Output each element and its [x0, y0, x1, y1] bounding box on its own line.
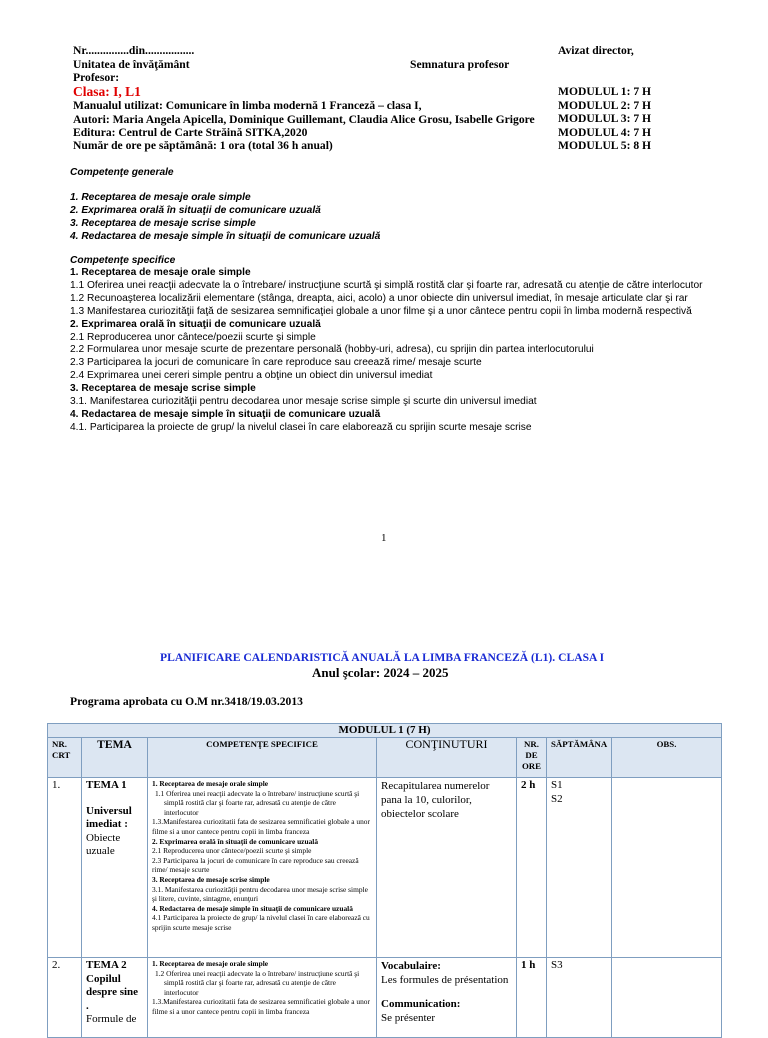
- competence-line: 1.3.Manifestarea curiozitatii fata de sesizarea semnificatiei globale a unor filme si a unor cantece pentru copii in limba franceza: [152, 997, 370, 1016]
- document-number-line: Nr...............din.................: [73, 44, 195, 57]
- header-competente: COMPETENŢE SPECIFICE: [148, 738, 377, 778]
- general-competence-item: 2. Exprimarea orală în situaţii de comunicare uzuală: [70, 205, 321, 216]
- class-label: Clasa: I, L1: [73, 84, 141, 99]
- theme-text: Formule de: [86, 1013, 137, 1025]
- specific-competence-line: 3. Receptarea de mesaje scrise simple: [70, 383, 256, 395]
- general-competences-list: [70, 191, 710, 243]
- specific-competence-line: 4.1. Participarea la proiecte de grup/ la nivelul clasei în care elaborează cu sprijin scurte mesaje scrise: [70, 421, 532, 433]
- header-continuturi: CONŢINUTURI: [377, 738, 517, 778]
- header-nr-ore: NR. DE ORE: [517, 738, 547, 778]
- obs-cell: [612, 778, 722, 958]
- theme-cell: [82, 958, 148, 1038]
- planning-table: [47, 723, 722, 1038]
- module-hours-item: MODULUL 2: 7 H: [558, 98, 652, 112]
- school-year: Anul şcolar: 2024 – 2025: [312, 665, 449, 680]
- page-number: 1: [381, 532, 387, 544]
- specific-competences-list: [70, 267, 710, 435]
- content-line: Les formules de présentation: [381, 974, 509, 986]
- table-row: [48, 958, 722, 1038]
- content-spacer: [381, 987, 512, 997]
- theme-title: TEMA 2: [86, 959, 127, 971]
- weekly-hours-line: Număr de ore pe săptămână: 1 ora (total 36 h anual): [73, 139, 333, 152]
- general-competence-item: 1. Receptarea de mesaje orale simple: [70, 192, 251, 203]
- competence-heading: 3. Receptarea de mesaje scrise simple: [152, 874, 270, 884]
- specific-competence-line: 3.1. Manifestarea curiozităţii pentru decodarea unor mesaje scrise simple şi scurte din universul imediat: [70, 396, 537, 408]
- content-line: Recapitularea numerelor pana la 10, culorilor, obiectelor scolare: [381, 780, 490, 820]
- competence-line: 1.1 Oferirea unei reacţii adecvate la o întrebare/ instrucţiune scurtă şi simplă rostită clar şi foarte rar, adresată cu atenţie de către interlocutor: [155, 788, 360, 817]
- theme-title: TEMA 1: [86, 779, 127, 791]
- weeks-cell: [547, 778, 612, 958]
- row-number: 1.: [48, 778, 82, 958]
- competence-line: 1.3.Manifestarea curiozitatii fata de sesizarea semnificatiei globale a unor filme si a unor cantece pentru copii in limba franceza: [152, 817, 370, 836]
- theme-cell: [82, 778, 148, 958]
- hours-cell: 2 h: [517, 778, 547, 958]
- general-competence-item: 3. Receptarea de mesaje scrise simple: [70, 218, 256, 229]
- header-nr-crt: NR. CRT: [48, 738, 82, 778]
- teacher-label: Profesor:: [73, 71, 120, 84]
- module-hours-item: MODULUL 3: 7 H: [558, 112, 652, 126]
- authors-line: Autori: Maria Angela Apicella, Dominique Guillemant, Claudia Alice Grosu, Isabelle Grigore: [73, 113, 535, 126]
- specific-competences-title: Competenţe specifice: [70, 255, 176, 266]
- weeks-cell: [547, 958, 612, 1038]
- general-competence-item: 4. Redactarea de mesaje simple în situaţii de comunicare uzuală: [70, 231, 381, 242]
- module-hours-item: MODULUL 5: 8 H: [558, 139, 652, 153]
- programa-line: Programa aprobata cu O.M nr.3418/19.03.2013: [70, 695, 303, 708]
- row-number: 2.: [48, 958, 82, 1038]
- competence-line: 2.1 Reproducerea unor cântece/poezii scurte şi simple: [152, 846, 312, 856]
- specific-competence-line: 2.1 Reproducerea unor cântece/poezii scurte şi simple: [70, 331, 316, 343]
- teacher-signature-label: Semnatura profesor: [410, 58, 510, 71]
- competence-line: 2.3 Participarea la jocuri de comunicare în care reproduce sau creează rime/ mesaje scurte: [152, 855, 359, 875]
- specific-competence-line: 2.4 Exprimarea unei cereri simple pentru a obţine un obiect din universul imediat: [70, 370, 433, 382]
- competence-heading: 1. Receptarea de mesaje orale simple: [152, 959, 269, 968]
- module-hours-item: MODULUL 4: 7 H: [558, 125, 652, 139]
- general-competences-title: Competenţe generale: [70, 167, 174, 178]
- module-hours-item: MODULUL 1: 7 H: [558, 85, 652, 98]
- module-title: MODULUL 1 (7 H): [48, 724, 722, 738]
- header-tema: TEMA: [82, 738, 148, 778]
- specific-competence-line: 1.2 Recunoaşterea localizării elementare (stânga, dreapta, aici, acolo) a unor obiecte din universul imediat, în mesaje articulate clar şi rar: [70, 292, 688, 304]
- competence-heading: 2. Exprimarea orală în situaţii de comunicare uzuală: [152, 836, 319, 846]
- specific-competence-line: 4. Redactarea de mesaje simple în situaţii de comunicare uzuală: [70, 408, 381, 420]
- plan-title: PLANIFICARE CALENDARISTICĂ ANUALĂ LA LIMBA FRANCEZĂ (L1). CLASA I: [160, 651, 605, 664]
- competences-cell: [148, 778, 377, 958]
- specific-competence-line: 1.1 Oferirea unei reacţii adecvate la o întrebare/ instrucţiune scurtă şi simplă rostită clar şi foarte rar, adresată cu atenţie de către interlocutor: [70, 279, 703, 291]
- header-saptamana: SĂPTĂMÂNA: [547, 738, 612, 778]
- theme-text: Obiecte uzuale: [86, 831, 121, 857]
- header-obs: OBS.: [612, 738, 722, 778]
- content-cell: [377, 778, 517, 958]
- module-hours-list: [558, 85, 651, 153]
- publisher-line: Editura: Centrul de Carte Străină SITKA,2020: [73, 126, 308, 139]
- hours-cell: 1 h: [517, 958, 547, 1038]
- specific-competence-line: 2. Exprimarea orală în situaţii de comunicare uzuală: [70, 318, 321, 330]
- specific-competence-line: 2.2 Formularea unor mesaje scurte de prezentare personală (hobby-uri, adresa), cu sprijin din partea interlocutorului: [70, 344, 594, 356]
- content-line: Se présenter: [381, 1012, 436, 1024]
- table-row: [48, 778, 722, 958]
- competences-cell: [148, 958, 377, 1038]
- competence-line: 4.1 Participarea la proiecte de grup/ la nivelul clasei în care elaborează cu sprijin scurte mesaje scrise: [152, 913, 370, 932]
- week-label: S3: [551, 959, 563, 971]
- obs-cell: [612, 958, 722, 1038]
- content-heading: Vocabulaire:: [381, 960, 441, 972]
- competence-line: 1.2 Oferirea unei reacţii adecvate la o întrebare/ instrucţiune scurtă şi simplă rostită clar şi foarte rar, adresată cu atenţie de către interlocutor: [155, 968, 360, 997]
- theme-subtitle: Copilul despre sine .: [86, 972, 139, 1012]
- competence-line: 3.1. Manifestarea curiozităţii pentru decodarea unor mesaje scrise simple şi litere, cuvinte, sintagme, enunţuri: [152, 884, 368, 904]
- theme-subtitle: Universul imediat :: [86, 804, 132, 830]
- specific-competence-line: 1. Receptarea de mesaje orale simple: [70, 267, 251, 278]
- content-cell: [377, 958, 517, 1038]
- week-label: S2: [551, 792, 563, 805]
- school-unit-label: Unitatea de învăţământ: [73, 58, 190, 71]
- content-heading: Communication:: [381, 998, 461, 1010]
- specific-competence-line: 2.3 Participarea la jocuri de comunicare în care reproduce sau creează rime/ mesaje scurte: [70, 357, 482, 369]
- competence-heading: 4. Redactarea de mesaje simple în situaţii de comunicare uzuală: [152, 903, 353, 913]
- competence-heading: 1. Receptarea de mesaje orale simple: [152, 779, 269, 788]
- director-approval-label: Avizat director,: [558, 44, 634, 57]
- textbook-line: Manualul utilizat: Comunicare în limba modernă 1 Franceză – clasa I,: [73, 99, 422, 112]
- specific-competence-line: 1.3 Manifestarea curiozităţii faţă de sesizarea semnificaţiei globale a unor filme şi a unor cântece pentru copii în limba modernă respectivă: [70, 305, 692, 317]
- week-label: S1: [551, 779, 563, 791]
